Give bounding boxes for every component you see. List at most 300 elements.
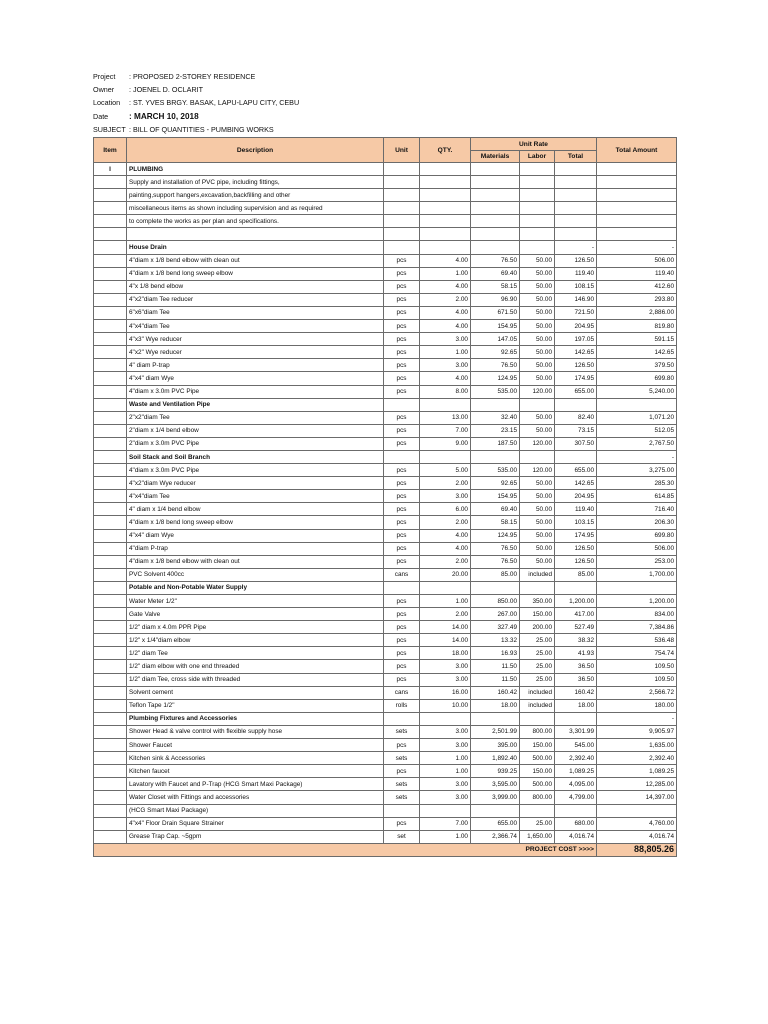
cell-qty: 20.00 (420, 568, 471, 581)
cell-unit: pcs (384, 647, 420, 660)
cell-labor: 50.00 (520, 267, 555, 280)
cell-total: 527.49 (555, 621, 597, 634)
cell-item (94, 621, 127, 634)
cell-labor (520, 581, 555, 594)
cell-labor: 50.00 (520, 477, 555, 490)
cell-total: - (555, 241, 597, 254)
cell-labor (520, 163, 555, 176)
cell-materials: 395.00 (471, 739, 520, 752)
cell-labor: 50.00 (520, 372, 555, 385)
cell-materials: 939.25 (471, 765, 520, 778)
table-row (94, 176, 677, 189)
table-row (94, 464, 677, 477)
cell-description: 4"x 1/8 bend elbow (127, 280, 384, 293)
cell-unit: set (384, 830, 420, 843)
cell-description: Kitchen faucet (127, 765, 384, 778)
cell-total-amount: 109.50 (597, 660, 677, 673)
table-row (94, 673, 677, 686)
cell-total: 174.95 (555, 372, 597, 385)
cell-labor: 25.00 (520, 634, 555, 647)
table-row (94, 306, 677, 319)
table-row (94, 503, 677, 516)
cell-unit: sets (384, 778, 420, 791)
cell-total: 82.40 (555, 411, 597, 424)
cell-total-amount: 14,397.00 (597, 791, 677, 804)
cell-item (94, 752, 127, 765)
cell-qty: 1.00 (420, 752, 471, 765)
table-row (94, 752, 677, 765)
cell-description: 4"diam x 1/8 bend elbow with clean out (127, 254, 384, 267)
cell-unit: sets (384, 791, 420, 804)
cell-item (94, 280, 127, 293)
cell-item (94, 189, 127, 202)
cell-qty: 3.00 (420, 673, 471, 686)
table-row (94, 634, 677, 647)
cell-item (94, 490, 127, 503)
cell-materials (471, 581, 520, 594)
cell-materials: 124.95 (471, 372, 520, 385)
cell-total-amount: 109.50 (597, 673, 677, 686)
cell-total (555, 398, 597, 411)
cell-unit: pcs (384, 267, 420, 280)
table-row (94, 372, 677, 385)
cell-labor (520, 176, 555, 189)
cell-qty (420, 163, 471, 176)
cell-description: Waste and Ventilation Pipe (127, 398, 384, 411)
table-row (94, 477, 677, 490)
cell-total: 119.40 (555, 503, 597, 516)
cell-unit: rolls (384, 699, 420, 712)
cell-total: 108.15 (555, 280, 597, 293)
cell-total-amount: 206.30 (597, 516, 677, 529)
cell-labor (520, 450, 555, 463)
cell-unit: pcs (384, 346, 420, 359)
cell-qty: 3.00 (420, 660, 471, 673)
cell-unit: pcs (384, 306, 420, 319)
cell-qty (420, 215, 471, 228)
cell-labor: 50.00 (520, 490, 555, 503)
table-row (94, 555, 677, 568)
cell-unit: pcs (384, 529, 420, 542)
cell-materials: 267.00 (471, 608, 520, 621)
cell-qty: 1.00 (420, 830, 471, 843)
cell-qty (420, 581, 471, 594)
cell-total: 1,200.00 (555, 595, 597, 608)
cell-item (94, 202, 127, 215)
cell-item (94, 765, 127, 778)
cell-description: 2"diam x 3.0m PVC Pipe (127, 437, 384, 450)
cell-qty: 10.00 (420, 699, 471, 712)
cell-qty: 2.00 (420, 477, 471, 490)
cell-total (555, 189, 597, 202)
meta-label: Owner (93, 85, 115, 95)
cell-materials: 327.49 (471, 621, 520, 634)
cell-total-amount: 3,275.00 (597, 464, 677, 477)
cell-qty: 14.00 (420, 621, 471, 634)
cell-description: 4" diam x 1/4 bend elbow (127, 503, 384, 516)
cell-qty (420, 712, 471, 725)
cell-materials: 160.42 (471, 686, 520, 699)
cell-total: 204.95 (555, 490, 597, 503)
cell-description: 4"x4"diam Tee (127, 320, 384, 333)
cell-total: 655.00 (555, 385, 597, 398)
cell-total (555, 581, 597, 594)
cell-qty: 7.00 (420, 817, 471, 830)
table-row (94, 254, 677, 267)
cell-item (94, 450, 127, 463)
cell-labor: 50.00 (520, 346, 555, 359)
header-item: Item (94, 138, 127, 163)
cell-unit: pcs (384, 477, 420, 490)
table-row (94, 215, 677, 228)
cell-labor: 50.00 (520, 411, 555, 424)
cell-total-amount (597, 398, 677, 411)
section-row (94, 712, 677, 725)
cell-description: PVC Solvent 400cc (127, 568, 384, 581)
cell-qty: 4.00 (420, 542, 471, 555)
cell-qty: 4.00 (420, 280, 471, 293)
cell-labor: 200.00 (520, 621, 555, 634)
cell-unit (384, 189, 420, 202)
cell-labor (520, 398, 555, 411)
cell-item (94, 385, 127, 398)
cell-qty: 18.00 (420, 647, 471, 660)
cell-description: Kitchen sink & Accessories (127, 752, 384, 765)
table-row (94, 660, 677, 673)
cell-item (94, 241, 127, 254)
cell-total-amount (597, 804, 677, 817)
cell-unit: cans (384, 686, 420, 699)
cell-total-amount: 506.00 (597, 542, 677, 555)
cell-total: 545.00 (555, 739, 597, 752)
cell-unit: pcs (384, 385, 420, 398)
cell-description: PLUMBING (127, 163, 384, 176)
cell-description: to complete the works as per plan and specifications. (127, 215, 384, 228)
cell-total: 119.40 (555, 267, 597, 280)
cell-materials (471, 228, 520, 241)
cell-total: 36.50 (555, 660, 597, 673)
cell-unit: pcs (384, 293, 420, 306)
cell-item (94, 804, 127, 817)
cell-total: 73.15 (555, 424, 597, 437)
table-row (94, 791, 677, 804)
cell-unit: pcs (384, 359, 420, 372)
cell-total-amount: 7,384.86 (597, 621, 677, 634)
cell-item (94, 529, 127, 542)
meta-row-project (93, 70, 299, 83)
cell-total-amount: 1,071.20 (597, 411, 677, 424)
cell-unit: pcs (384, 254, 420, 267)
cell-total: 655.00 (555, 464, 597, 477)
cell-description: Gate Valve (127, 608, 384, 621)
cell-unit: pcs (384, 503, 420, 516)
cell-qty: 1.00 (420, 765, 471, 778)
cell-total (555, 163, 597, 176)
cell-materials: 3,999.00 (471, 791, 520, 804)
cell-description: 4"x3" Wye reducer (127, 333, 384, 346)
cell-materials: 655.00 (471, 817, 520, 830)
cell-materials: 16.93 (471, 647, 520, 660)
cell-labor: 50.00 (520, 503, 555, 516)
cell-materials: 147.05 (471, 333, 520, 346)
cell-qty: 2.00 (420, 608, 471, 621)
cell-total: 2,392.40 (555, 752, 597, 765)
cell-total: 4,016.74 (555, 830, 597, 843)
cell-labor: 50.00 (520, 529, 555, 542)
cell-unit (384, 581, 420, 594)
cell-description: 4"diam x 1/8 bend long sweep elbow (127, 516, 384, 529)
cell-item (94, 411, 127, 424)
cell-qty (420, 398, 471, 411)
cell-total: 3,301.99 (555, 725, 597, 738)
cell-materials: 2,366.74 (471, 830, 520, 843)
cell-labor: 50.00 (520, 424, 555, 437)
cell-total: 1,089.25 (555, 765, 597, 778)
cell-materials: 69.40 (471, 267, 520, 280)
cell-total-amount: 142.65 (597, 346, 677, 359)
cell-labor (520, 215, 555, 228)
cell-item (94, 817, 127, 830)
cell-unit (384, 163, 420, 176)
cell-description: 1/2" diam Tee (127, 647, 384, 660)
cell-unit: pcs (384, 817, 420, 830)
cell-unit: pcs (384, 765, 420, 778)
cell-total: 36.50 (555, 673, 597, 686)
cell-labor: included (520, 699, 555, 712)
cell-description: 2"diam x 1/4 bend elbow (127, 424, 384, 437)
cell-labor: 25.00 (520, 647, 555, 660)
table-row (94, 817, 677, 830)
cell-total: 721.50 (555, 306, 597, 319)
cell-total-amount: 512.05 (597, 424, 677, 437)
cell-materials: 69.40 (471, 503, 520, 516)
table-row (94, 621, 677, 634)
cell-materials: 124.95 (471, 529, 520, 542)
cell-materials (471, 712, 520, 725)
cell-total: 126.50 (555, 555, 597, 568)
cell-total-amount: 180.00 (597, 699, 677, 712)
cell-total-amount: 506.00 (597, 254, 677, 267)
table-row (94, 202, 677, 215)
cell-total-amount: 1,635.00 (597, 739, 677, 752)
meta-label: Date (93, 111, 109, 121)
cell-total-amount (597, 202, 677, 215)
cell-total (555, 202, 597, 215)
cell-unit: pcs (384, 320, 420, 333)
cell-unit: cans (384, 568, 420, 581)
cell-item (94, 581, 127, 594)
cell-labor: 350.00 (520, 595, 555, 608)
cell-total-amount: 2,566.72 (597, 686, 677, 699)
cell-item (94, 712, 127, 725)
cell-item (94, 359, 127, 372)
cell-materials: 58.15 (471, 516, 520, 529)
cell-unit: pcs (384, 464, 420, 477)
cell-unit: pcs (384, 595, 420, 608)
cell-item (94, 516, 127, 529)
cell-description: Water Meter 1/2" (127, 595, 384, 608)
cell-total: 85.00 (555, 568, 597, 581)
cell-qty: 4.00 (420, 529, 471, 542)
cell-description: 4"diam x 1/8 bend long sweep elbow (127, 267, 384, 280)
section-row (94, 450, 677, 463)
cell-total-amount: 699.80 (597, 372, 677, 385)
cell-description: painting,support hangers,excavation,backfilling and other (127, 189, 384, 202)
cell-total: 142.65 (555, 477, 597, 490)
cell-total-amount: 1,700.00 (597, 568, 677, 581)
cell-item (94, 608, 127, 621)
cell-total-amount: 4,760.00 (597, 817, 677, 830)
cell-item (94, 215, 127, 228)
cell-qty: 3.00 (420, 791, 471, 804)
table-body (94, 163, 677, 844)
cell-description: Supply and installation of PVC pipe, including fittings, (127, 176, 384, 189)
cell-unit (384, 176, 420, 189)
cell-labor: 500.00 (520, 778, 555, 791)
cell-qty: 3.00 (420, 359, 471, 372)
cell-unit: pcs (384, 280, 420, 293)
cell-materials: 76.50 (471, 359, 520, 372)
cell-item (94, 306, 127, 319)
cell-item (94, 320, 127, 333)
cell-description: 1/2" diam x 4.0m PPR Pipe (127, 621, 384, 634)
cell-labor: 500.00 (520, 752, 555, 765)
cell-unit (384, 215, 420, 228)
cell-total-amount (597, 176, 677, 189)
cell-total: 160.42 (555, 686, 597, 699)
cell-materials: 32.40 (471, 411, 520, 424)
meta-value: : ST. YVES BRGY. BASAK, LAPU-LAPU CITY, CEBU (129, 98, 300, 108)
cell-total: 174.95 (555, 529, 597, 542)
cell-qty: 1.00 (420, 595, 471, 608)
cell-description: 4"x2" Wye reducer (127, 346, 384, 359)
cell-item (94, 699, 127, 712)
cell-unit: pcs (384, 411, 420, 424)
meta-value: : PROPOSED 2-STOREY RESIDENCE (129, 72, 256, 81)
header-materials: Materials (471, 151, 520, 163)
cell-materials: 13.32 (471, 634, 520, 647)
cell-total-amount: 819.80 (597, 320, 677, 333)
cell-materials: 85.00 (471, 568, 520, 581)
cell-materials: 671.50 (471, 306, 520, 319)
table-row (94, 320, 677, 333)
cell-description: 6"x6"diam Tee (127, 306, 384, 319)
cell-description: Shower Head & valve control with flexible supply hose (127, 725, 384, 738)
meta-label: SUBJECT (93, 124, 126, 134)
cell-materials: 18.00 (471, 699, 520, 712)
table-row (94, 359, 677, 372)
cell-total-amount: 9,905.97 (597, 725, 677, 738)
cell-materials (471, 804, 520, 817)
cell-unit: pcs (384, 555, 420, 568)
cell-item (94, 830, 127, 843)
cell-labor: 120.00 (520, 385, 555, 398)
cell-labor (520, 804, 555, 817)
cell-unit: pcs (384, 333, 420, 346)
cell-description: 4"diam x 3.0m PVC Pipe (127, 464, 384, 477)
table-row (94, 804, 677, 817)
cell-total-amount (597, 228, 677, 241)
table-header (94, 138, 677, 163)
header-labor: Labor (520, 151, 555, 163)
cell-total-amount: 285.30 (597, 477, 677, 490)
cell-item (94, 228, 127, 241)
cell-description: 4"diam x 3.0m PVC Pipe (127, 385, 384, 398)
cell-total-amount: 293.80 (597, 293, 677, 306)
cell-labor (520, 202, 555, 215)
meta-label: Location (93, 98, 121, 108)
cell-item (94, 673, 127, 686)
cell-materials (471, 398, 520, 411)
meta-row-owner (93, 83, 299, 96)
cell-materials: 3,595.00 (471, 778, 520, 791)
cell-total (555, 215, 597, 228)
cell-labor: 800.00 (520, 791, 555, 804)
table-row (94, 293, 677, 306)
cell-unit (384, 398, 420, 411)
cell-materials: 535.00 (471, 385, 520, 398)
cell-materials: 187.50 (471, 437, 520, 450)
cell-labor: 50.00 (520, 542, 555, 555)
cell-qty (420, 228, 471, 241)
cell-unit (384, 202, 420, 215)
cell-item (94, 791, 127, 804)
cell-description: Lavatory with Faucet and P-Trap (HCG Smart Maxi Package) (127, 778, 384, 791)
cell-item (94, 293, 127, 306)
header-description: Description (127, 138, 384, 163)
cell-qty: 4.00 (420, 254, 471, 267)
header-unit: Unit (384, 138, 420, 163)
cell-total: 103.15 (555, 516, 597, 529)
cell-total-amount: 716.40 (597, 503, 677, 516)
cell-unit: sets (384, 752, 420, 765)
cell-total-amount: 1,089.25 (597, 765, 677, 778)
section-row (94, 163, 677, 176)
cell-total-amount (597, 163, 677, 176)
cell-item (94, 634, 127, 647)
cell-item (94, 477, 127, 490)
cell-total: 204.95 (555, 320, 597, 333)
cell-qty: 14.00 (420, 634, 471, 647)
cell-qty (420, 241, 471, 254)
cell-total-amount: 412.60 (597, 280, 677, 293)
bill-of-quantities-table (93, 137, 677, 857)
cell-total: 197.05 (555, 333, 597, 346)
cell-unit: pcs (384, 372, 420, 385)
cell-total-amount: 2,392.40 (597, 752, 677, 765)
cell-qty: 3.00 (420, 725, 471, 738)
cell-labor: 50.00 (520, 280, 555, 293)
cell-item (94, 568, 127, 581)
cell-unit: pcs (384, 673, 420, 686)
cell-labor (520, 712, 555, 725)
cell-description: 1/2" diam Tee, cross side with threaded (127, 673, 384, 686)
cell-total-amount (597, 215, 677, 228)
cell-item (94, 346, 127, 359)
cell-unit: pcs (384, 608, 420, 621)
cell-description: 4"x4" diam Wye (127, 372, 384, 385)
cell-qty: 3.00 (420, 490, 471, 503)
cell-description (127, 228, 384, 241)
cell-description: miscellaneous items as shown including supervision and as required (127, 202, 384, 215)
cell-materials: 76.50 (471, 254, 520, 267)
cell-item (94, 778, 127, 791)
header-qty: QTY. (420, 138, 471, 163)
table-row (94, 595, 677, 608)
cell-unit: pcs (384, 424, 420, 437)
table-row (94, 778, 677, 791)
table-row (94, 568, 677, 581)
